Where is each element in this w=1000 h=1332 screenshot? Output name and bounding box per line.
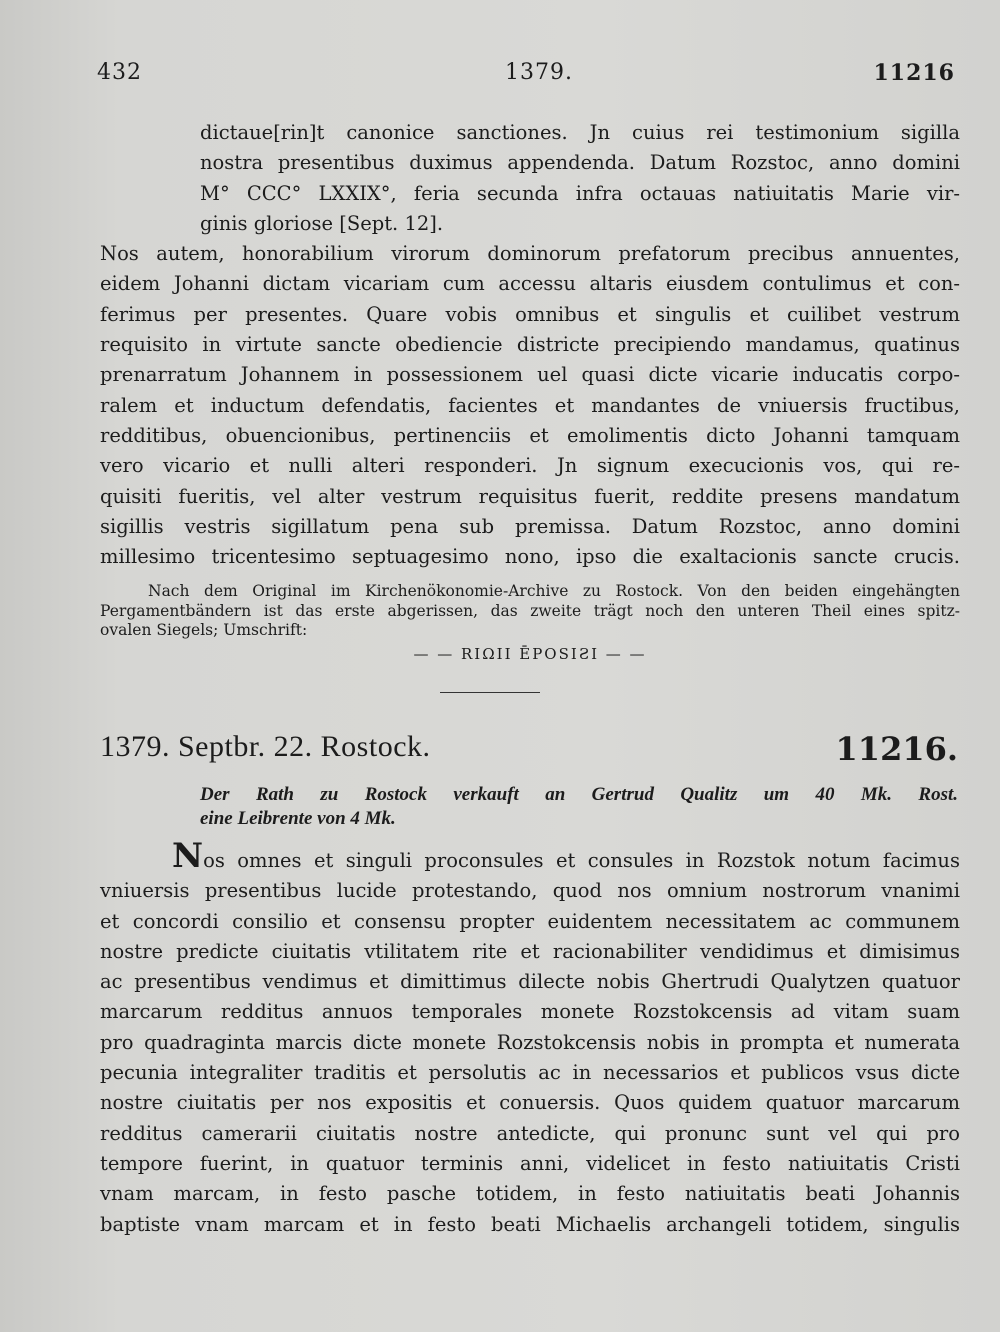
page-number: 432 [97, 60, 142, 85]
text-line: Nos autem, honorabilium virorum dominorum prefatorum precibus annuentes, [100, 242, 960, 266]
summary-line: Der Rath zu Rostock verkauft an Gertrud Qualitz um 40 Mk. Rost. [200, 784, 958, 805]
section-divider [440, 692, 540, 693]
text-line: redditibus, obuencionibus, pertinenciis et emolimentis dicto Johanni tamquam [100, 423, 960, 447]
text-line: sigillis vestris sigillatum pena sub premissa. Datum Rozstoc, anno domini [100, 514, 960, 538]
note-line: ovalen Siegels; Umschrift: [100, 621, 308, 640]
text-line: prenarratum Johannem in possessionem uel quasi dicte vicarie inducatis corpo- [100, 363, 960, 387]
text-line: pro quadraginta marcis dicte monete Rozstokcensis nobis in prompta et numerata [100, 1030, 960, 1054]
text-line: et concordi consilio et consensu propter euidentem necessitatem ac communem [100, 909, 960, 933]
text-line [100, 836, 960, 876]
source-note [100, 582, 960, 663]
text-line: millesimo tricentesimo septuagesimo nono, ipso die exaltacionis sancte crucis. [100, 545, 960, 569]
text-line: vnam marcam, in festo pasche totidem, in festo natiuitatis beati Johannis [100, 1182, 960, 1206]
text-line: ferimus per presentes. Quare vobis omnibus et singulis et cuilibet vestrum [100, 302, 960, 326]
text-line: nostre predicte ciuitatis vtilitatem rite et racionabiliter vendidimus et dimisimus [100, 939, 960, 963]
note-line: Nach dem Original im Kirchenökonomie-Archive zu Rostock. Von den beiden eingehängten [148, 582, 960, 601]
text-line: pecunia integraliter traditis et persolutis ac in necessarios et publicos vsus dicte [100, 1061, 960, 1085]
running-entry-number: 11216 [873, 60, 955, 86]
text-line: requisito in virtute sancte obediencie districte precipiendo mandamus, quatinus [100, 333, 960, 357]
text-line: ac presentibus vendimus et dimittimus dilecte nobis Ghertrudi Qualytzen quatuor [100, 970, 960, 994]
text-line: ralem et inductum defendatis, facientes et mandantes de vniuersis fructibus, [100, 393, 960, 417]
text-line: nostra presentibus duximus appendenda. Datum Rozstoc, anno domini [200, 151, 960, 175]
text-line: nostre ciuitatis per nos expositis et conuersis. Quos quidem quatuor marcarum [100, 1091, 960, 1115]
text-line: vniuersis presentibus lucide protestando, quod nos omnium nostrorum vnanimi [100, 879, 960, 903]
entry-date-place: 1379. Septbr. 22. Rostock. [100, 730, 431, 763]
text-line: quisiti fueritis, vel alter vestrum requisitus fuerit, reddite presens mandatum [100, 484, 960, 508]
entry-summary [200, 783, 958, 831]
text-line: eidem Johanni dictam vicariam cum accessu altaris eiusdem contulimus et con- [100, 272, 960, 296]
seal-legend: — — RIΩII ĒPOSIƧI — — [413, 644, 647, 663]
drop-initial: N [172, 836, 204, 876]
entry-heading [100, 730, 958, 770]
text-line: M° CCC° LXXIX°, feria secunda infra octauas natiuitatis Marie vir- [200, 181, 960, 205]
text-line: dictaue[rin]t canonice sanctiones. Jn cuius rei testimonium sigilla [200, 121, 960, 144]
text-line: ginis gloriose [Sept. 12]. [200, 211, 444, 235]
running-year: 1379. [505, 60, 573, 85]
text-line: tempore fuerint, in quatuor terminis anni, videlicet in festo natiuitatis Cristi [100, 1151, 960, 1175]
first-line-text: os omnes et singuli proconsules et consules in Rozstok notum facimus [203, 849, 960, 872]
note-line: Pergamentbändern ist das erste abgerissen, das zweite trägt noch den unteren Theil eines spitz- [100, 601, 960, 620]
text-line: baptiste vnam marcam et in festo beati Michaelis archangeli totidem, singulis [100, 1212, 960, 1236]
summary-line: eine Leibrente von 4 Mk. [200, 808, 396, 829]
text-line: vero vicario et nulli alteri responderi. Jn signum execucionis vos, qui re- [100, 454, 960, 478]
text-line: marcarum redditus annuos temporales monete Rozstokcensis ad vitam suam [100, 1000, 960, 1024]
entry-number: 11216. [835, 730, 958, 768]
continuation-text [100, 118, 960, 663]
entry-text [100, 836, 960, 1240]
text-line: redditus camerarii ciuitatis nostre antedicte, qui pronunc sunt vel qui pro [100, 1121, 960, 1145]
